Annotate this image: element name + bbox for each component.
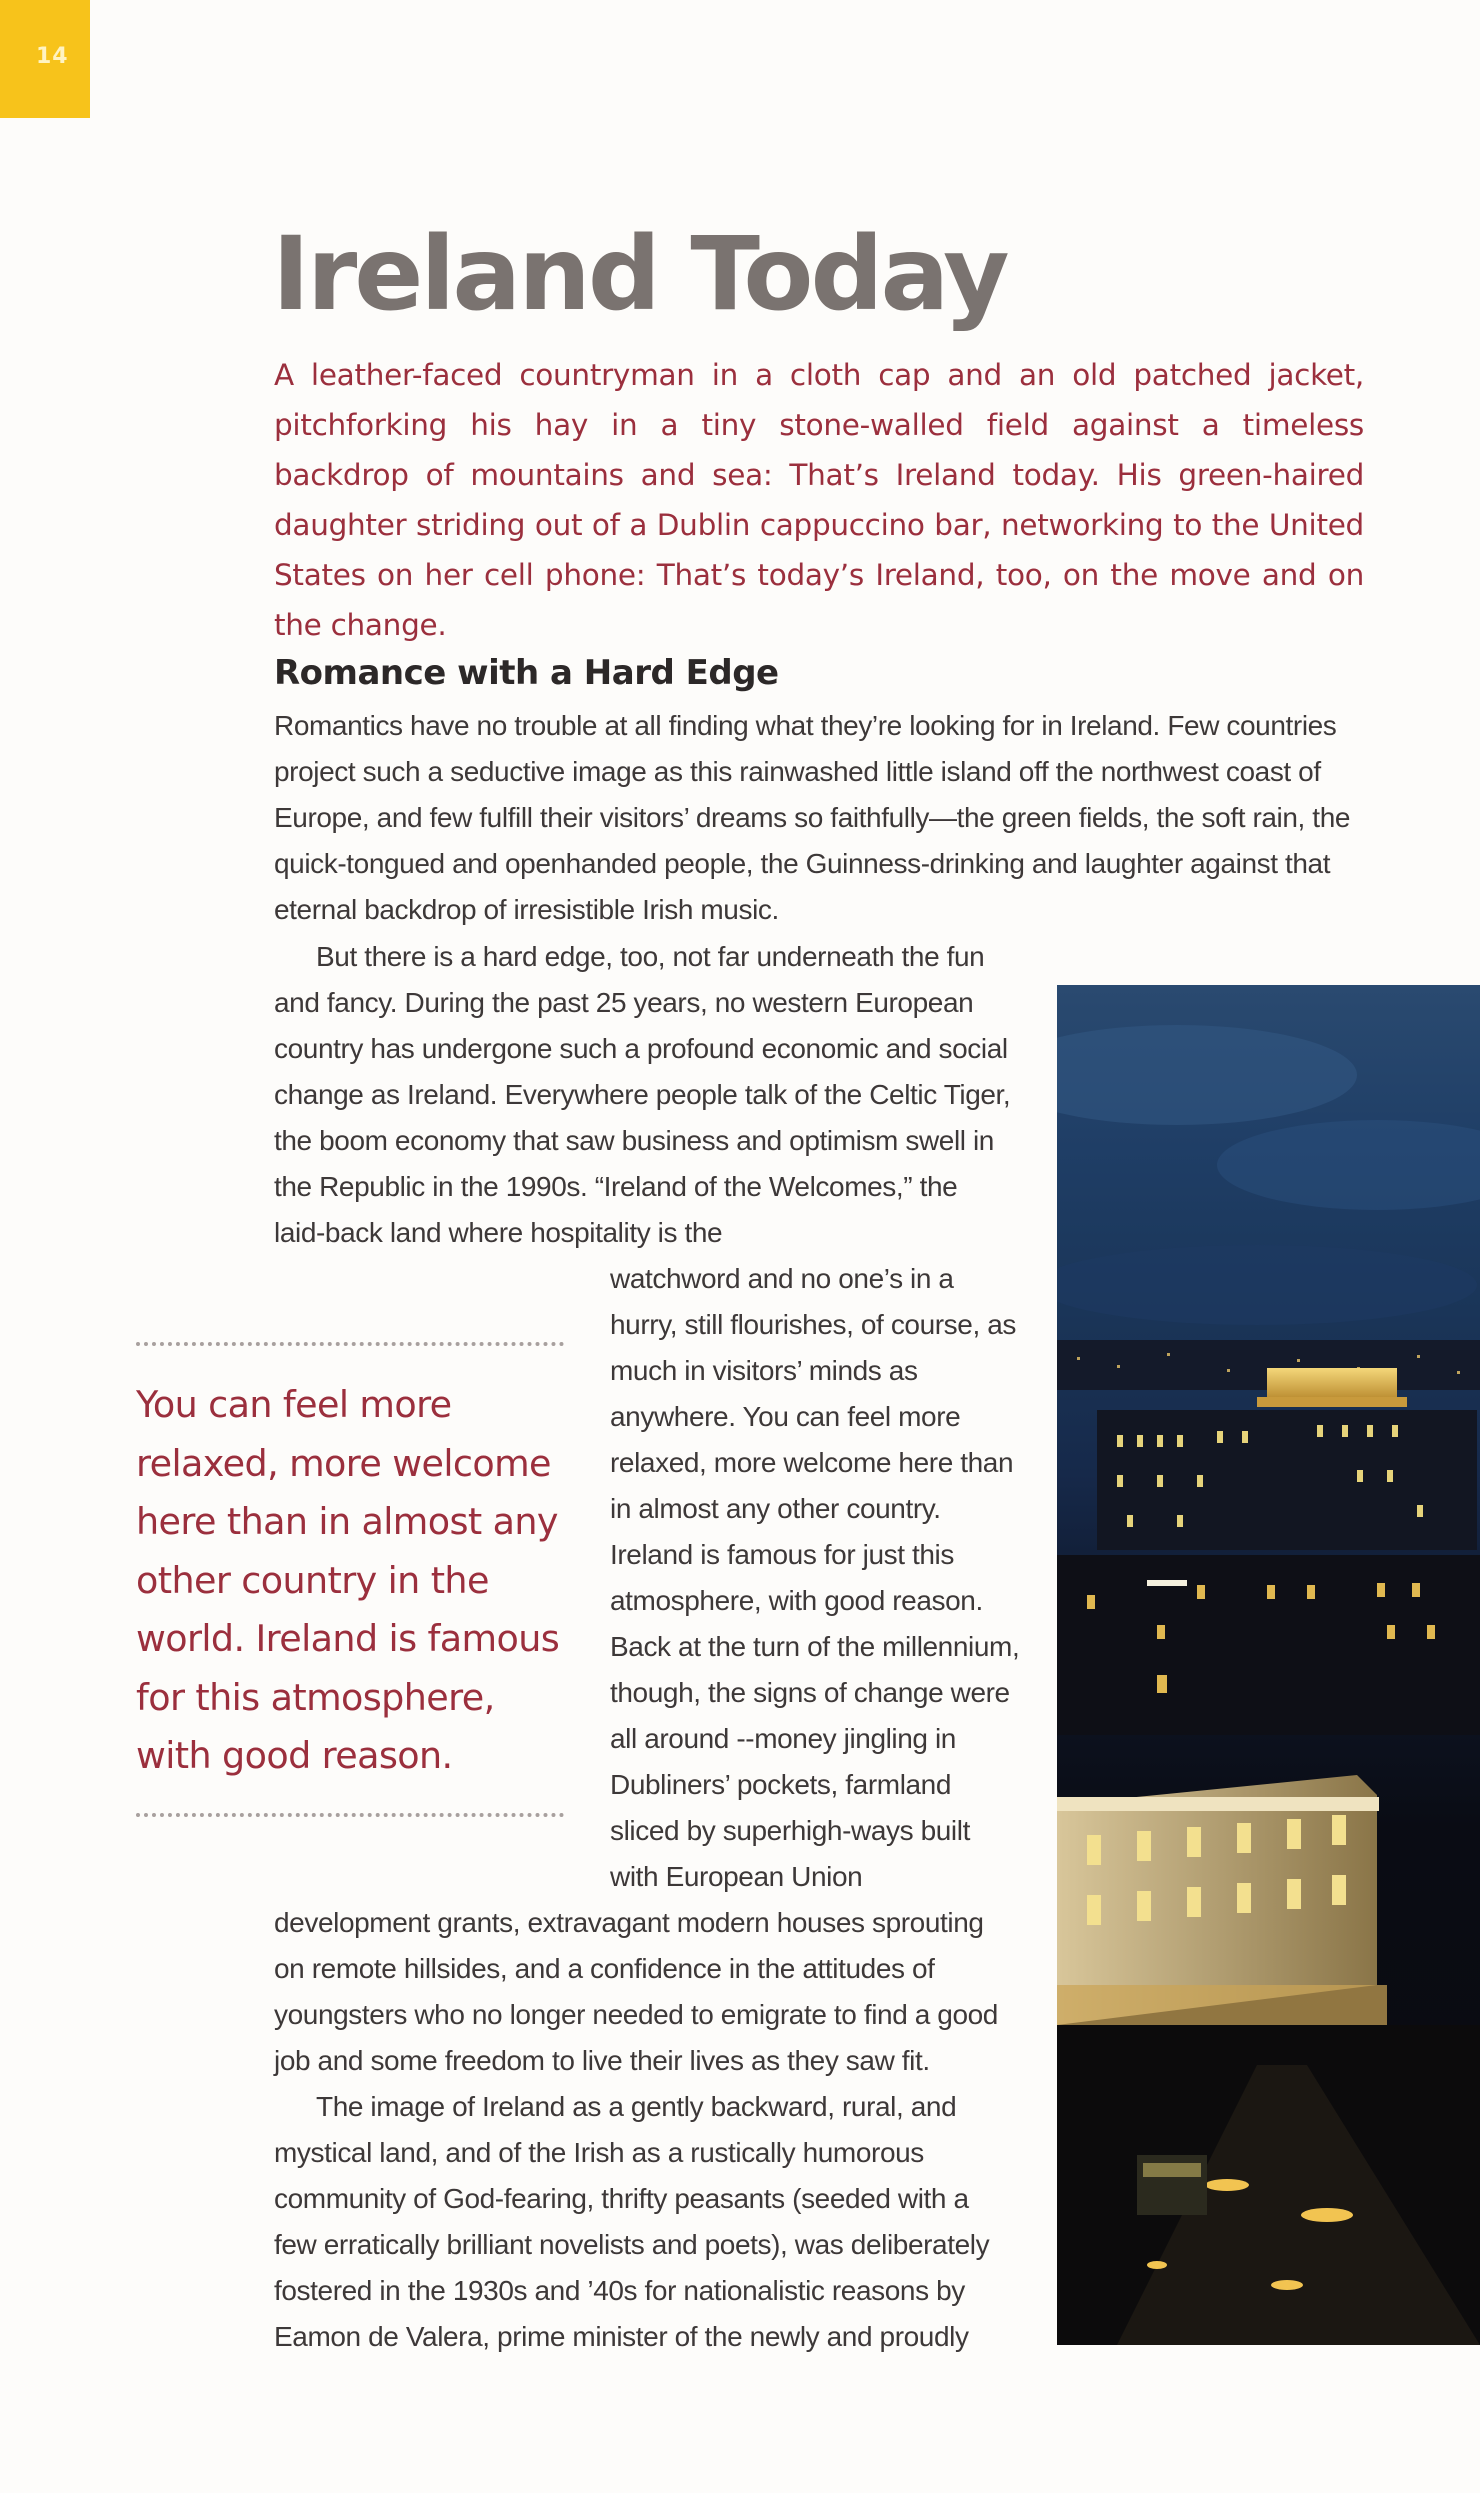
pull-quote-bottom-rule [136, 1813, 564, 1817]
body-paragraph-1: Romantics have no trouble at all finding what they’re looking for in Ireland. Few countries project such a seductive image as this rainwashed little island off the northwest coast of Europe, and few fulfill their visitors’ dreams so faithfully—the green fields, the soft rain, the quick-tongued and openhanded people, the Guinness-drinking and laughter against that eternal backdrop of irresistible Irish music. [274, 710, 1351, 925]
page-number-tab [0, 0, 90, 118]
body-paragraph-3: watchword and no one’s in a hurry, still flourishes, of course, as much in visitors’ minds as anywhere. You can feel more relaxed, more welcome here than in almost any other country. Ireland is famous for just this atmosphere, with good reason. Back at the turn of the millennium, though, the signs of change were all around --money jingling in Dubliners’ pockets, farmland sliced by superhigh-ways built with European Union [610, 1263, 1020, 1892]
article-title: Ireland Today [272, 215, 1007, 334]
body-paragraph-2: But there is a hard edge, too, not far underneath the fun and fancy. During the past 25 years, no western European country has undergone such a profound economic and social change as Ireland. Everywhere people talk of the Celtic Tiger, the boom economy that saw business and optimism swell in the Republic in the 1990s. “Ireland of the Welcomes,” the laid-back land where hospitality is the [274, 941, 1011, 1248]
pull-quote: You can feel more relaxed, more welcome here than in almost any other country in the world. Ireland is famous for this atmosphere, with good reason. [136, 1383, 560, 1777]
section-heading: Romance with a Hard Edge [274, 653, 779, 693]
body-paragraph-5: The image of Ireland as a gently backward, rural, and mystical land, and of the Irish as a rustically humorous community of God-fearing, thrifty peasants (seeded with a few erratically brilliant novelists and poets), was deliberately fostered in the 1930s and ’40s for nationalistic reasons by Eamon de Valera, prime minister of the newly and proudly [274, 2091, 990, 2352]
intro-paragraph: A leather-faced countryman in a cloth cap and an old patched jacket, pitchforking his hay in a tiny stone-walled field against a timeless backdrop of mountains and sea: That’s Ireland today. His green-haired daughter striding out of a Dublin cappuccino bar, networking to the United States on her cell phone: That’s today’s Ireland, too, on the move and on the change. [274, 358, 1364, 642]
page-number: 14 [36, 44, 69, 69]
pull-quote-top-rule [136, 1342, 564, 1346]
body-paragraph-4: development grants, extravagant modern houses sprouting on remote hillsides, and a confidence in the attitudes of youngsters who no longer needed to emigrate to find a good job and some freedom to live their lives as they saw fit. [274, 1907, 998, 2076]
dublin-night-photo [1057, 985, 1480, 2345]
city-skyline-illustration [1057, 985, 1480, 2345]
